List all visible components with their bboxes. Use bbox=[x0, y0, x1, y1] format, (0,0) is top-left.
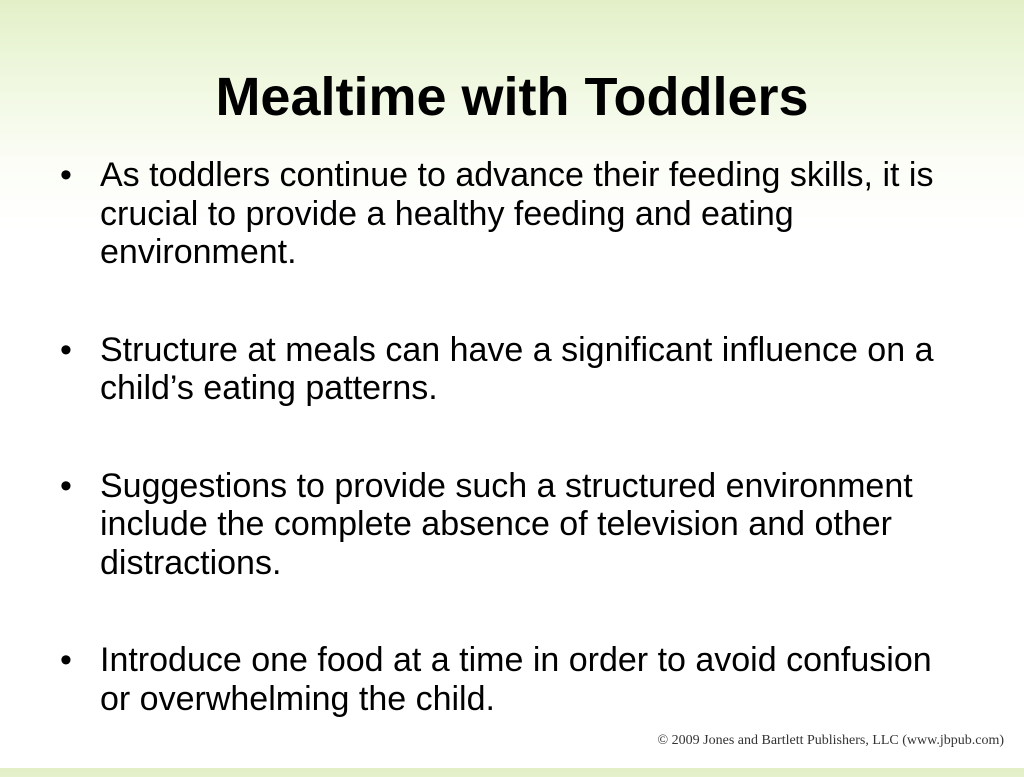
bullet-item bbox=[56, 156, 936, 272]
slide-title: Mealtime with Toddlers bbox=[215, 67, 809, 127]
bullet-text: Introduce one food at a time in order to avoid confusion or overwhelming the child. bbox=[100, 641, 932, 718]
bullet-list bbox=[56, 156, 936, 777]
copyright-footer: © 2009 Jones and Bartlett Publishers, LLC (www.jbpub.com) bbox=[657, 733, 1004, 748]
bullet-dot-icon: • bbox=[60, 466, 72, 505]
bullet-dot-icon: • bbox=[60, 641, 72, 679]
bullet-text: Suggestions to provide such a structured environment include the complete absence of television and other distractions. bbox=[100, 466, 913, 582]
bullet-text: As toddlers continue to advance their feeding skills, it is crucial to provide a healthy feeding and eating environment. bbox=[100, 156, 934, 271]
bullet-item bbox=[56, 331, 936, 408]
bullet-item bbox=[56, 467, 936, 583]
bullet-text: Structure at meals can have a significant influence on a child’s eating patterns. bbox=[100, 330, 934, 407]
bullet-item bbox=[56, 641, 936, 718]
bullet-dot-icon: • bbox=[60, 156, 72, 194]
bullet-dot-icon: • bbox=[60, 330, 72, 369]
